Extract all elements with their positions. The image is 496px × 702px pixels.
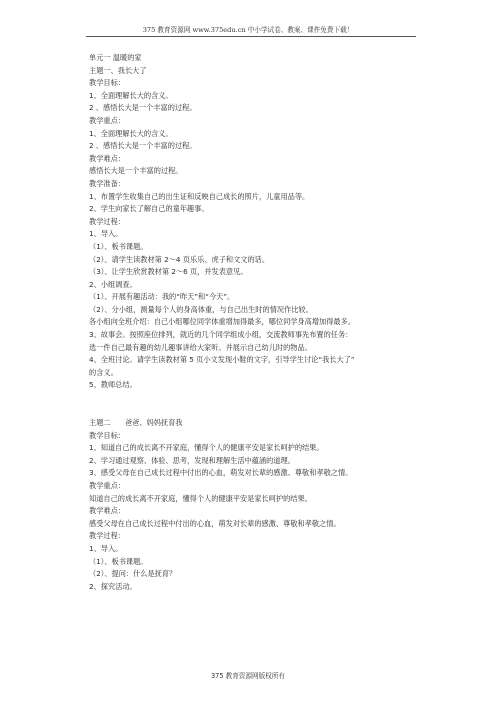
text-line: （2）、提问：什么是抚育？ [89, 569, 177, 579]
text-line: 教学准备： [89, 178, 125, 188]
text-line: （3）、让学生欣赏教材第 2～6 页，并发表意见。 [89, 267, 248, 277]
text-line: 1、布置学生收集自己的出生证和反映自己成长的照片，儿童用品等。 [89, 191, 310, 201]
text-line: 4、全班讨论。请学生读教材第 5 页小文发现小鞋的文字，引导学生讨论“我长大了” [89, 355, 355, 365]
text-line: 单元一 温暖的家 [89, 53, 142, 62]
text-line: 主题一、我长大了 [89, 65, 147, 75]
section-theme-two [89, 417, 419, 593]
text-line: 2 、感悟长大是一个丰富的过程。 [89, 103, 197, 113]
text-line: 3、故事会。按照座位排列，就近的几个同学组成小组，交流教师事先布置的任务： [89, 330, 353, 340]
section-theme-one [89, 52, 419, 392]
text-line: 1、知道自己的成长离不开家庭，懂得个人的健康平安是家长呵护的结果。 [89, 443, 324, 453]
page-footer: 375 教育资源网版权所有 [210, 672, 286, 680]
section-gap [89, 392, 419, 417]
page-header: 375 教育资源网 www.375edu.cn 中小学试卷、教案、课件免费下载！ [142, 26, 354, 34]
text-line: 的含义。 [89, 367, 118, 377]
text-line: 选一件自己最有趣的幼儿趣事讲给大家听。并展示自己幼儿时的物品。 [89, 342, 312, 352]
text-line: 2 、感悟长大是一个丰富的过程。 [89, 141, 197, 151]
text-line: 主题二 爸爸、妈妈抚育我 [89, 418, 183, 428]
document-body [89, 52, 419, 593]
text-line: 3、感受父母在自己成长过程中付出的心血，萌发对长辈的感激、尊敬和孝敬之情。 [89, 468, 353, 478]
text-line: 2、探究活动。 [89, 581, 137, 591]
text-line: 教学目标： [89, 78, 125, 88]
text-line: 教学难点： [89, 153, 125, 163]
text-line: 5、教师总结。 [89, 380, 137, 390]
text-line: 教学目标： [89, 430, 125, 440]
text-line: （1）、板书课题。 [89, 556, 148, 566]
text-line: （2）、请学生读教材第 2～4 页乐乐、虎子和文文的话。 [89, 254, 270, 264]
text-line: 1、导入。 [89, 543, 123, 553]
text-line: 感受父母在自己成长过程中付出的心血，萌发对长辈的感激、尊敬和孝敬之情。 [89, 518, 341, 528]
text-line: 各小组向全班介绍：自己小组哪位同学体重增加得最多，哪位同学身高增加得最多。 [89, 317, 355, 327]
text-line: 教学过程： [89, 216, 125, 226]
text-line: 2、学生向家长了解自己的童年趣事。 [89, 204, 209, 214]
text-line: 教学难点： [89, 506, 125, 516]
text-line: 知道自己的成长离不开家庭，懂得个人的健康平安是家长呵护的结果。 [89, 493, 312, 503]
text-line: 教学过程： [89, 531, 125, 541]
text-line: 感悟长大是一个丰富的过程。 [89, 166, 183, 176]
text-line: 教学重点： [89, 481, 125, 490]
text-line: （1）、板书课题。 [89, 241, 148, 251]
text-line: （1）、开展有趣活动：我的“昨天”和“今天”。 [89, 292, 235, 302]
text-line: 2、小组调查。 [89, 279, 137, 289]
text-line: 1、全面理解长大的含义。 [89, 128, 173, 138]
text-line: 教学重点： [89, 115, 125, 125]
header-divider [86, 36, 416, 37]
text-line: 1、导入。 [89, 229, 123, 239]
text-line: 1、全面理解长大的含义。 [89, 90, 173, 100]
text-line: （2）、分小组，测量每个人的身高体重，与自己出生时的情况作比较。 [89, 304, 313, 314]
text-line: 2、学习通过观察、体验、思考，发现和理解生活中蕴涵的道理。 [89, 455, 295, 465]
